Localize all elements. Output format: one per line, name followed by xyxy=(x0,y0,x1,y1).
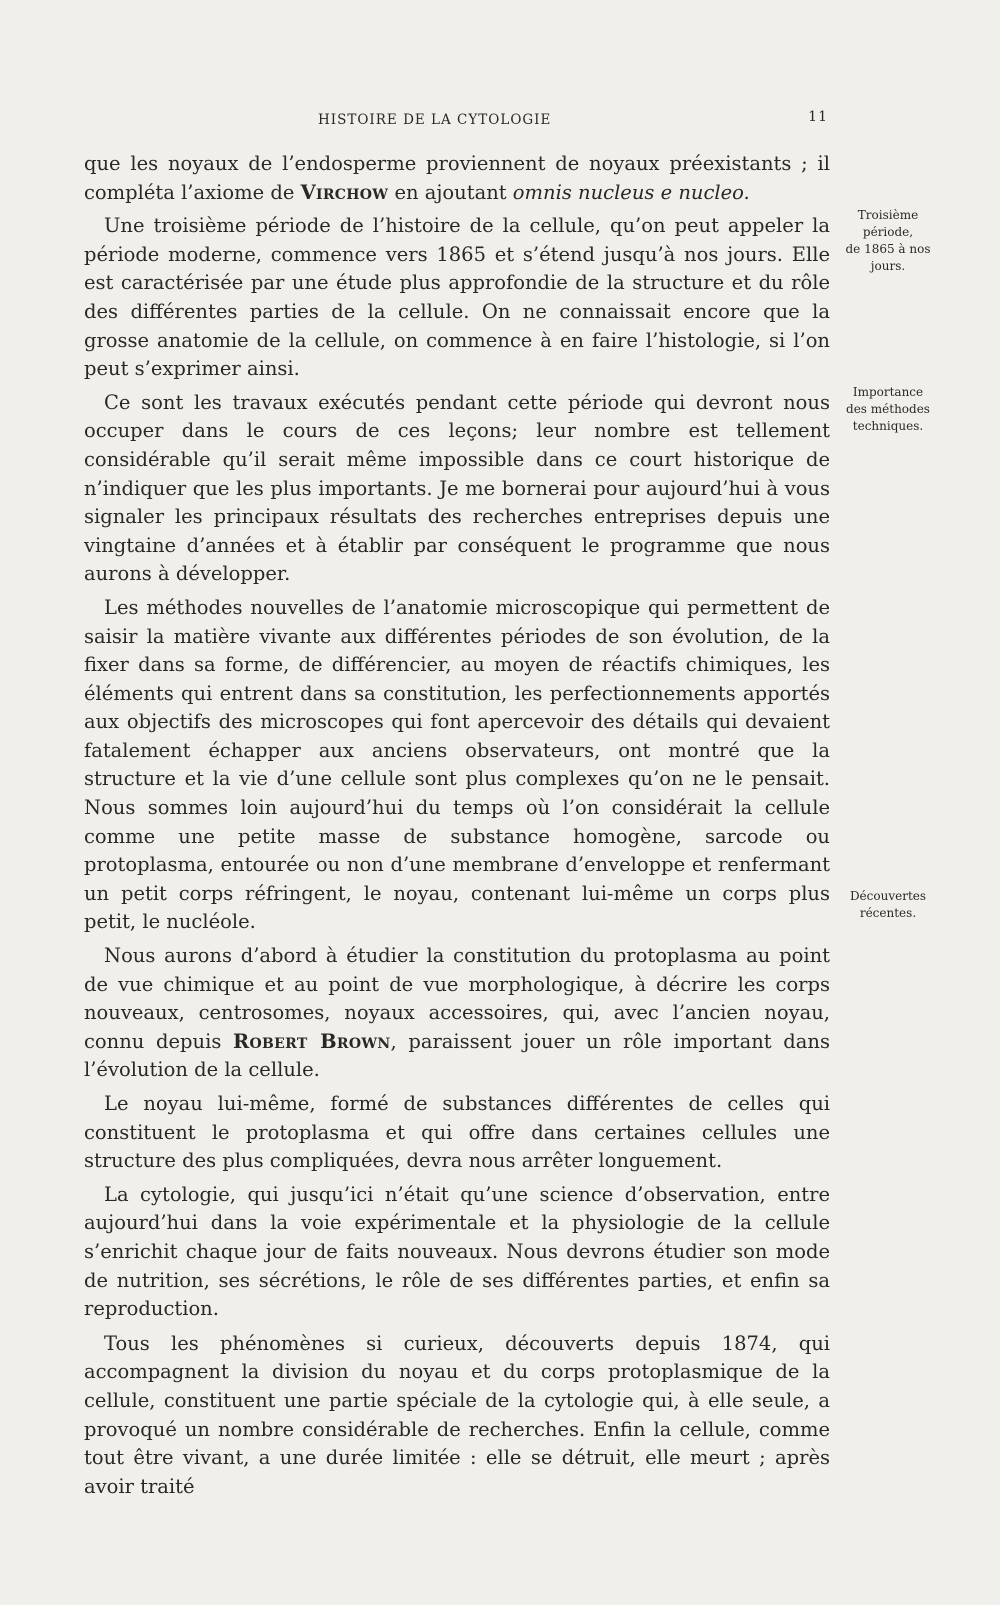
marginal-note-line: techniques. xyxy=(852,419,924,433)
paragraph xyxy=(84,942,830,1085)
latin-phrase: omnis nucleus e nucleo. xyxy=(512,180,750,204)
marginal-note-line: jours. xyxy=(870,259,906,273)
page-number: 11 xyxy=(808,109,828,125)
text-run: en ajoutant xyxy=(388,180,513,204)
text-run: , paraissent jouer un rôle important dans l’évolution de la cellule. xyxy=(84,1029,830,1082)
page-header xyxy=(318,109,828,134)
author-name: Robert Brown xyxy=(233,1029,391,1053)
marginal-note-line: de 1865 à nos xyxy=(845,242,931,256)
text-run: Nous aurons d’abord à étudier la constitution du protoplasma au point de vue chimique et au point de vue morphologique, à décrire les corps nouveaux, centrosomes, noyaux accessoires, qui, avec l’ancien noyau, connu depuis xyxy=(84,944,830,1053)
text-run: que les noyaux de l’endosperme proviennent de noyaux préexistants ; il compléta l’axiome de xyxy=(84,152,830,204)
marginal-note-line: récentes. xyxy=(859,906,917,920)
marginal-note xyxy=(833,207,943,275)
paragraph xyxy=(84,150,830,207)
marginal-note-line: des méthodes xyxy=(846,402,930,416)
marginal-note-line: Importance xyxy=(852,385,924,399)
paragraph: Les méthodes nouvelles de l’anatomie microscopique qui permettent de saisir la matière vivante aux différentes périodes de son évolution, de la fixer dans sa forme, de différencier, au moyen de réactifs chimiques, les éléments qui entrent dans sa constitution, les perfectionnements apportés aux objectifs des microscopes qui font apercevoir des détails qui devaient fatalement échapper aux anciens observateurs, ont montré que la structure et la vie d’une cellule sont plus complexes qu’on ne le pensait. Nous sommes loin aujourd’hui du temps où l’on considérait la cellule comme une petite masse de substance homogène, sarcode ou protoplasma, entourée ou non d’une membrane d’enveloppe et renfermant un petit corps réfringent, le noyau, contenant lui-même un corps plus petit, le nucléole. xyxy=(84,595,830,934)
paragraph: Le noyau lui-même, formé de substances différentes de celles qui constituent le protoplasma et qui offre dans certaines cellules une structure des plus compliquées, devra nous arrêter longuement. xyxy=(84,1092,830,1173)
paragraph: La cytologie, qui jusqu’ici n’était qu’une science d’observation, entre aujourd’hui dans la voie expérimentale et la physiologie de la cellule s’enrichit chaque jour de faits nouveaux. Nous devrons étudier son mode de nutrition, ses sécrétions, le rôle de ses différentes parties, et enfin sa reproduction. xyxy=(84,1182,830,1321)
marginal-note xyxy=(833,384,943,435)
marginal-note-line: période, xyxy=(862,225,914,239)
marginal-note-line: Découvertes xyxy=(849,889,927,903)
marginal-note xyxy=(833,888,943,922)
running-title: HISTOIRE DE LA CYTOLOGIE xyxy=(318,112,552,128)
body-text xyxy=(84,150,830,1501)
paragraph: Une troisième période de l’histoire de la cellule, qu’on peut appeler la période moderne, commence vers 1865 et s’étend jusqu’à nos jours. Elle est caractérisée par une étude plus approfondie de la structure et du rôle des différentes parties de la cellule. On ne connaissait encore que la grosse anatomie de la cellule, on commence à en faire l’histologie, si l’on peut s’exprimer ainsi. xyxy=(84,214,830,381)
author-name: Virchow xyxy=(300,180,389,204)
paragraph: Ce sont les travaux exécutés pendant cette période qui devront nous occuper dans le cours de ces leçons; leur nombre est tellement considérable qu’il serait même impossible dans ce court historique de n’indiquer que les plus importants. Je me bornerai pour aujourd’hui à vous signaler les principaux résultats des recherches entreprises depuis une vingtaine d’années et à établir par conséquent le programme que nous aurons à développer. xyxy=(84,390,830,586)
marginal-note-line: Troisième xyxy=(857,208,919,222)
paragraph: Tous les phénomènes si curieux, découverts depuis 1874, qui accompagnent la division du noyau et du corps protoplasmique de la cellule, constituent une partie spéciale de la cytologie qui, à elle seule, a provoqué un nombre considérable de recherches. Enfin la cellule, comme tout être vivant, a une durée limitée : elle se détruit, elle meurt ; après avoir traité xyxy=(84,1331,830,1498)
